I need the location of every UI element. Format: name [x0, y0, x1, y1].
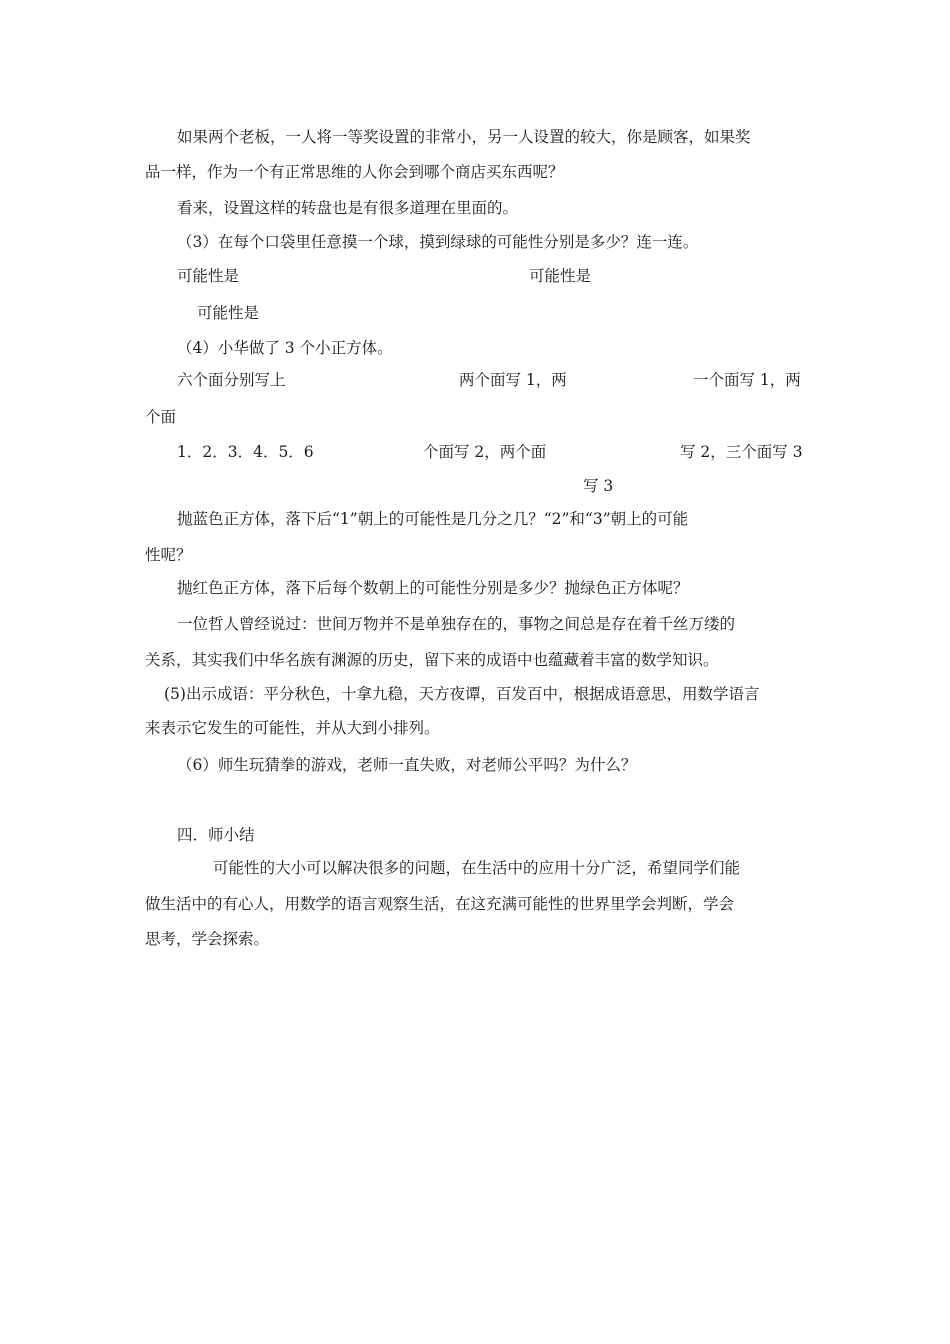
question-4: （4）小华做了 3 个小正方体。: [177, 339, 393, 357]
paragraph-line: 看来，设置这样的转盘也是有很多道理在里面的。: [177, 199, 519, 217]
section-title: 四．师小结: [177, 826, 255, 844]
cube-description: 六个面分别写上: [177, 371, 286, 389]
question-5: (5)出示成语：平分秋色，十拿九稳，天方夜谭，百发百中，根据成语意思，用数学语言: [164, 685, 760, 703]
paragraph-line: 如果两个老板，一人将一等奖设置的非常小，另一人设置的较大，你是顾客，如果奖: [177, 128, 751, 146]
possibility-label: 可能性是: [197, 304, 260, 322]
paragraph-line: 品一样，作为一个有正常思维的人你会到哪个商店买东西呢？: [145, 163, 564, 181]
cube-description: 1．2．3．4．5．6: [177, 443, 314, 461]
possibility-label: 可能性是: [177, 267, 240, 285]
cube-description: 两个面写 1，两: [459, 371, 567, 389]
cube-description: 写 2，三个面写 3: [680, 443, 803, 461]
paragraph-line: 关系，其实我们中华名族有渊源的历史，留下来的成语中也蕴藏着丰富的数学知识。: [145, 651, 719, 669]
question-3: （3）在每个口袋里任意摸一个球，摸到绿球的可能性分别是多少？连一连。: [177, 233, 699, 251]
cube-description: 写 3: [583, 477, 614, 495]
summary-line: 做生活中的有心人，用数学的语言观察生活，在这充满可能性的世界里学会判断，学会: [145, 895, 735, 913]
cube-description: 一个面写 1，两: [693, 371, 801, 389]
question-5: 来表示它发生的可能性，并从大到小排列。: [145, 719, 440, 737]
question-6: （6）师生玩猜拳的游戏，老师一直失败，对老师公平吗？为什么？: [177, 756, 637, 774]
possibility-label: 可能性是: [529, 267, 592, 285]
summary-line: 可能性的大小可以解决很多的问题，在生活中的应用十分广泛，希望同学们能: [213, 859, 741, 877]
paragraph-line: 抛蓝色正方体，落下后“1”朝上的可能性是几分之几？“2”和“3”朝上的可能: [177, 510, 689, 528]
paragraph-line: 抛红色正方体，落下后每个数朝上的可能性分别是多少？抛绿色正方体呢？: [177, 579, 689, 597]
cube-description: 个面写 2，两个面: [423, 443, 547, 461]
summary-line: 思考，学会探索。: [145, 930, 270, 948]
cube-description: 个面: [145, 408, 177, 426]
paragraph-line: 性呢？: [145, 546, 192, 564]
paragraph-line: 一位哲人曾经说过：世间万物并不是单独存在的，事物之间总是存在着千丝万缕的: [177, 615, 736, 633]
